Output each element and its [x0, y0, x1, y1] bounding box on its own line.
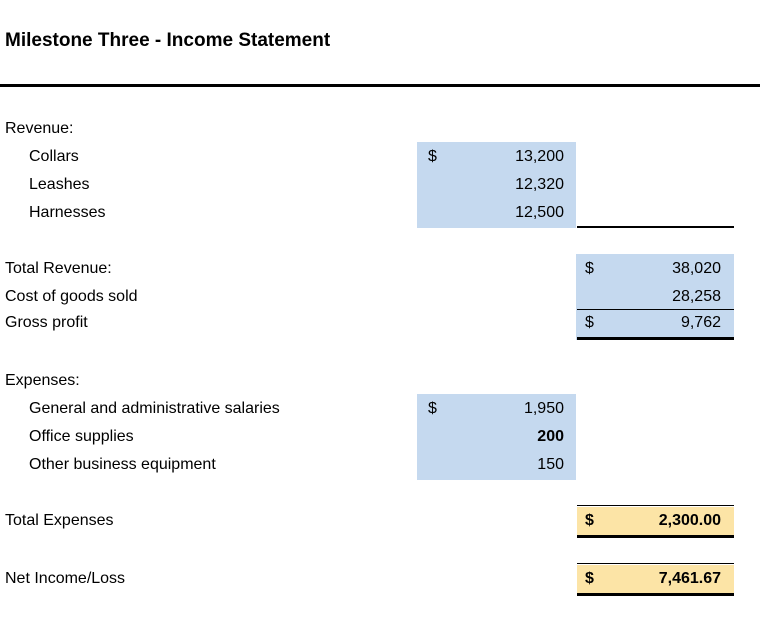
cogs-label: Cost of goods sold	[5, 288, 138, 305]
currency-symbol: $	[428, 400, 437, 417]
net-income-top-border	[577, 563, 734, 564]
revenue-item-label-collars: Collars	[29, 148, 79, 165]
revenue-item-label-leashes: Leashes	[29, 176, 90, 193]
expenses-heading: Expenses:	[5, 372, 80, 389]
expense-item-value-salaries[interactable]: 1,950	[523, 400, 564, 417]
expense-item-label-equipment: Other business equipment	[29, 456, 216, 473]
title-underline	[0, 84, 760, 87]
currency-symbol: $	[585, 260, 594, 277]
total-revenue-value[interactable]: 38,020	[672, 260, 721, 277]
revenue-item-value-collars[interactable]: 13,200	[515, 148, 564, 165]
revenue-item-label-harnesses: Harnesses	[29, 204, 106, 221]
gross-profit-double-border	[577, 337, 734, 340]
net-income-value[interactable]: 7,461.67	[658, 570, 721, 587]
net-income-label: Net Income/Loss	[5, 570, 126, 587]
revenue-heading: Revenue:	[5, 120, 74, 137]
currency-symbol: $	[428, 148, 437, 165]
revenue-subtotal-border	[577, 226, 734, 228]
revenue-item-value-harnesses[interactable]: 12,500	[515, 204, 564, 221]
total-expenses-value[interactable]: 2,300.00	[658, 512, 721, 529]
total-revenue-label: Total Revenue:	[5, 260, 112, 277]
expense-item-value-equipment[interactable]: 150	[537, 456, 564, 473]
expense-item-label-salaries: General and administrative salaries	[29, 400, 280, 417]
expense-item-label-office-supplies: Office supplies	[29, 428, 134, 445]
cogs-value[interactable]: 28,258	[672, 288, 721, 305]
page-title: Milestone Three - Income Statement	[5, 30, 331, 51]
revenue-item-value-leashes[interactable]: 12,320	[515, 176, 564, 193]
gross-profit-value[interactable]: 9,762	[680, 314, 721, 331]
currency-symbol: $	[585, 512, 594, 529]
total-expenses-bottom-border	[577, 535, 734, 538]
currency-symbol: $	[585, 314, 594, 331]
expense-item-value-office-supplies[interactable]: 200	[537, 428, 564, 445]
gross-profit-label: Gross profit	[5, 314, 88, 331]
net-income-bottom-border	[577, 593, 734, 596]
currency-symbol: $	[585, 570, 594, 587]
total-expenses-top-border	[577, 505, 734, 506]
gross-profit-top-border	[577, 309, 734, 310]
total-expenses-label: Total Expenses	[5, 512, 114, 529]
